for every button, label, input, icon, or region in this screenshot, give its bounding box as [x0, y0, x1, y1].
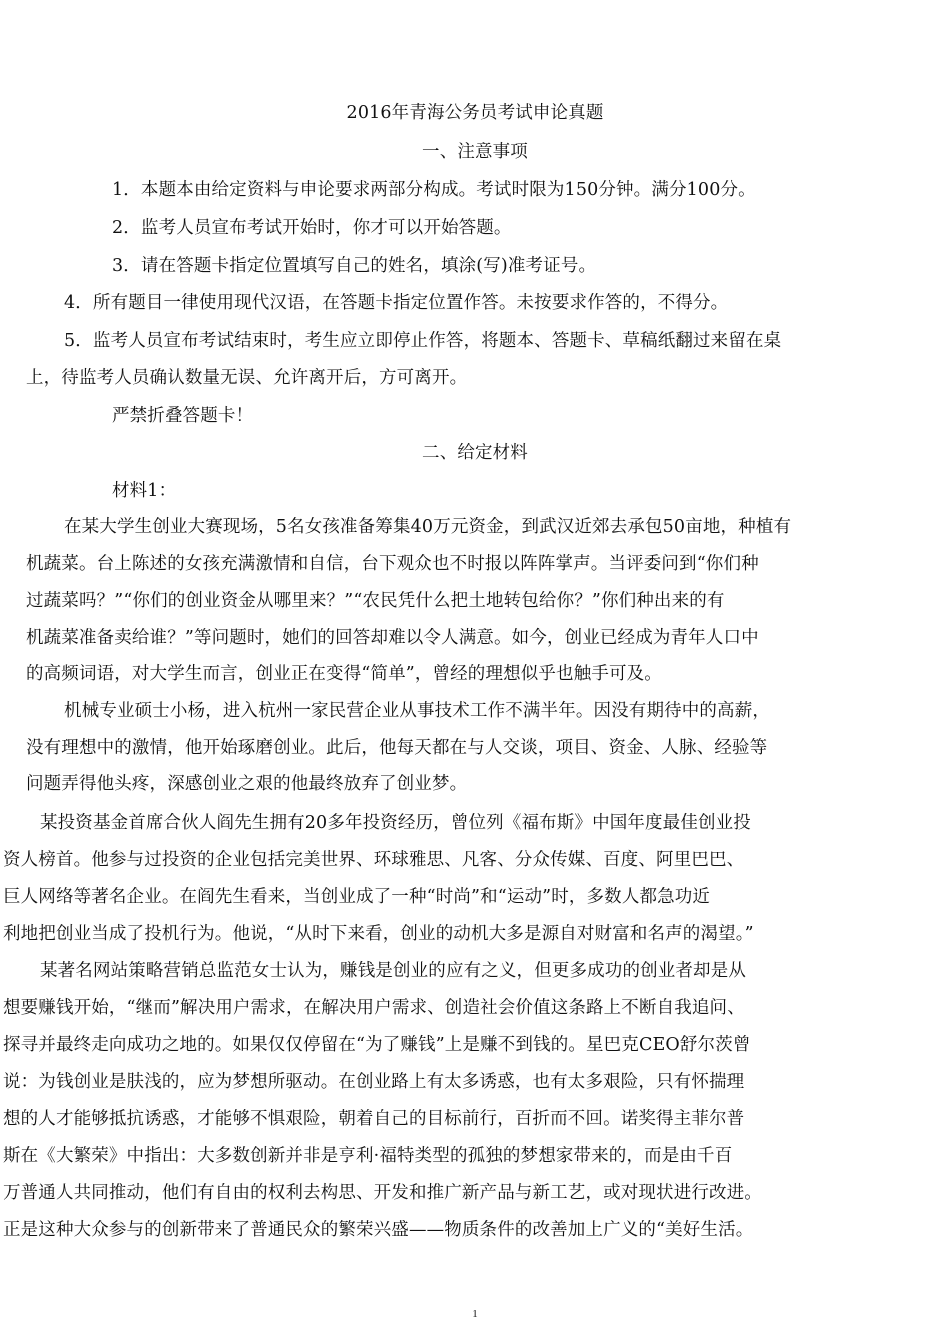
paragraph-line: 想的人才能够抵抗诱惑，才能够不惧艰险，朝着自己的目标前行，百折而不回。诺奖得主菲尔普 [3, 1109, 745, 1129]
paragraph-line: 说：为钱创业是肤浅的，应为梦想所驱动。在创业路上有太多诱惑，也有太多艰险，只有怀揣理 [3, 1072, 745, 1092]
paragraph-line: 问题弄得他头疼，深感创业之艰的他最终放弃了创业梦。 [26, 774, 468, 794]
paragraph-line: 正是这种大众参与的创新带来了普通民众的繁荣兴盛——物质条件的改善加上广义的“美好生活。 [3, 1220, 754, 1240]
note-item: 3．请在答题卡指定位置填写自己的姓名，填涂(写)准考证号。 [112, 256, 597, 276]
paragraph-line: 没有理想中的激情，他开始琢磨创业。此后，他每天都在与人交谈，项目、资金、人脉、经验等 [26, 738, 768, 758]
document-title: 2016年青海公务员考试申论真题 [346, 103, 604, 123]
paragraph-line: 机械专业硕士小杨，进入杭州一家民营企业从事技术工作不满半年。因没有期待中的高薪， [64, 701, 770, 721]
paragraph-line: 的高频词语，对大学生而言，创业正在变得“简单”，曾经的理想似乎也触手可及。 [26, 664, 662, 684]
paragraph-line: 某投资基金首席合伙人阎先生拥有20多年投资经历，曾位列《福布斯》中国年度最佳创业投 [40, 813, 751, 833]
paragraph-line: 巨人网络等著名企业。在阎先生看来，当创业成了一种“时尚”和“运动”时，多数人都急功近 [3, 887, 711, 907]
paragraph-line: 机蔬菜。台上陈述的女孩充满激情和自信，台下观众也不时报以阵阵掌声。当评委问到“你们种 [26, 554, 759, 574]
material-label: 材料1： [112, 481, 177, 501]
paragraph-line: 机蔬菜准备卖给谁？”等问题时，她们的回答却难以令人满意。如今，创业已经成为青年人口中 [26, 628, 759, 648]
paragraph-line: 利地把创业当成了投机行为。他说，“从时下来看，创业的动机大多是源自对财富和名声的渴望。” [3, 924, 754, 944]
note-item: 1．本题本由给定资料与申论要求两部分构成。考试时限为150分钟。满分100分。 [112, 180, 756, 200]
note-item-continuation: 上，待监考人员确认数量无误、允许离开后，方可离开。 [26, 368, 468, 388]
page-number: 1 [472, 1308, 478, 1320]
paragraph-line: 探寻并最终走向成功之地的。如果仅仅停留在“为了赚钱”上是赚不到钱的。星巴克CEO舒尔茨曾 [3, 1035, 751, 1055]
paragraph-line: 在某大学生创业大赛现场，5名女孩准备筹集40万元资金，到武汉近郊去承包50亩地，种植有 [64, 517, 792, 537]
paragraph-line: 资人榜首。他参与过投资的企业包括完美世界、环球雅思、凡客、分众传媒、百度、阿里巴巴、 [3, 850, 745, 870]
section-heading-materials: 二、给定材料 [422, 443, 528, 463]
note-item: 4．所有题目一律使用现代汉语，在答题卡指定位置作答。未按要求作答的，不得分。 [64, 293, 729, 313]
section-heading-notes: 一、注意事项 [422, 142, 528, 162]
paragraph-line: 某著名网站策略营销总监范女士认为，赚钱是创业的应有之义，但更多成功的创业者却是从 [40, 961, 746, 981]
paragraph-line: 万普通人共同推动，他们有自由的权利去构思、开发和推广新产品与新工艺，或对现状进行改进。 [3, 1183, 762, 1203]
note-item: 5．监考人员宣布考试结束时，考生应立即停止作答，将题本、答题卡、草稿纸翻过来留在桌 [64, 331, 782, 351]
paragraph-line: 想要赚钱开始，“继而”解决用户需求，在解决用户需求、创造社会价值这条路上不断自我追问、 [3, 998, 745, 1018]
note-item: 2．监考人员宣布考试开始时，你才可以开始答题。 [112, 218, 512, 238]
paragraph-line: 斯在《大繁荣》中指出：大多数创新并非是亨利·福特类型的孤独的梦想家带来的，而是由千百 [3, 1146, 733, 1166]
warning-text: 严禁折叠答题卡！ [112, 406, 254, 426]
paragraph-line: 过蔬菜吗？”“你们的创业资金从哪里来？”“农民凭什么把土地转包给你？”你们种出来的有 [26, 591, 725, 611]
